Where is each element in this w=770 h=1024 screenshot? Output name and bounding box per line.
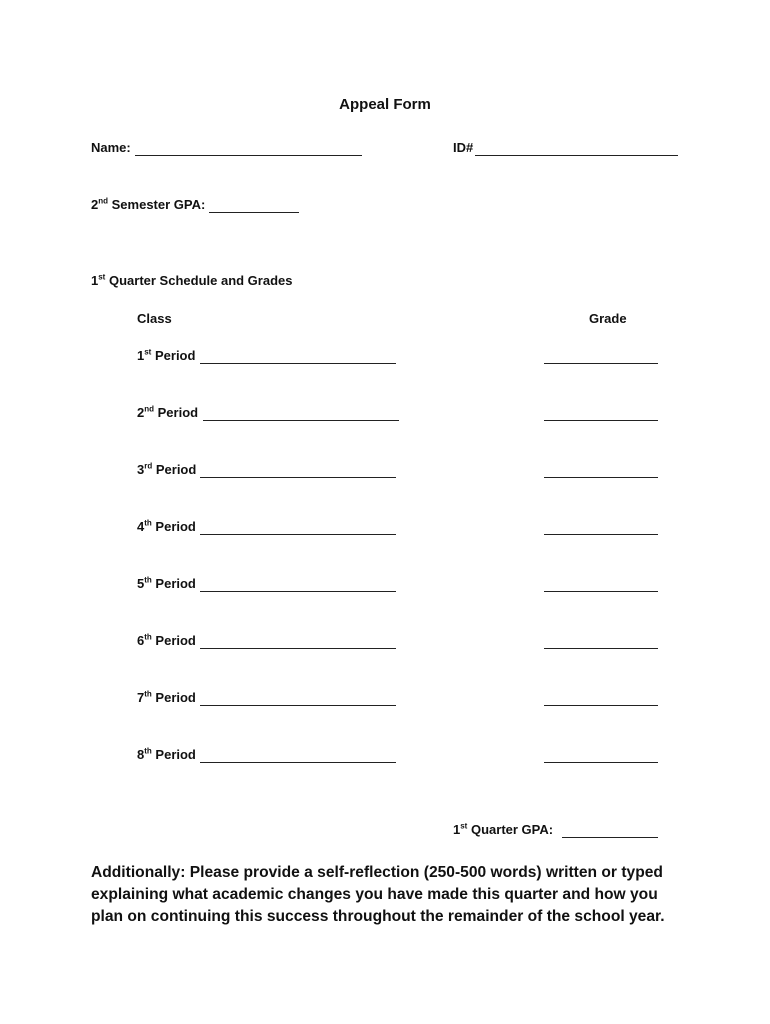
schedule-heading: 1st Quarter Schedule and Grades <box>91 272 293 288</box>
page-title: Appeal Form <box>339 96 431 113</box>
period-label-7: 7th Period <box>137 689 196 705</box>
name-label: Name: <box>91 140 131 155</box>
semester-gpa-field[interactable] <box>209 212 299 213</box>
period-class-field-4[interactable] <box>200 534 396 535</box>
period-class-field-5[interactable] <box>200 591 396 592</box>
period-label-5: 5th Period <box>137 575 196 591</box>
reflection-instructions: Additionally: Please provide a self-reflection (250-500 words) written or typed explaining what academic changes you have made this quarter and how you plan on continuing this success throughout the remainder of the school year. <box>91 864 665 925</box>
id-label: ID# <box>453 140 474 155</box>
id-field[interactable] <box>475 155 678 156</box>
period-grade-field-2[interactable] <box>544 420 658 421</box>
period-grade-field-8[interactable] <box>544 762 658 763</box>
period-grade-field-5[interactable] <box>544 591 658 592</box>
period-label-1: 1st Period <box>137 347 196 363</box>
semester-gpa-label: 2nd Semester GPA: <box>91 196 206 212</box>
period-label-3: 3rd Period <box>137 461 197 477</box>
period-class-field-3[interactable] <box>200 477 396 478</box>
name-field[interactable] <box>135 155 362 156</box>
period-class-field-6[interactable] <box>200 648 396 649</box>
period-label-2: 2nd Period <box>137 404 199 420</box>
period-label-6: 6th Period <box>137 632 196 648</box>
quarter-gpa-field[interactable] <box>562 837 658 838</box>
grade-column-header: Grade <box>589 311 627 326</box>
period-grade-field-4[interactable] <box>544 534 658 535</box>
period-class-field-2[interactable] <box>203 420 399 421</box>
period-grade-field-3[interactable] <box>544 477 658 478</box>
period-label-8: 8th Period <box>137 746 196 762</box>
period-class-field-1[interactable] <box>200 363 396 364</box>
period-label-4: 4th Period <box>137 518 196 534</box>
period-grade-field-6[interactable] <box>544 648 658 649</box>
period-class-field-7[interactable] <box>200 705 396 706</box>
quarter-gpa-label: 1st Quarter GPA: <box>453 821 554 837</box>
class-column-header: Class <box>137 311 172 326</box>
period-grade-field-7[interactable] <box>544 705 658 706</box>
period-grade-field-1[interactable] <box>544 363 658 364</box>
period-class-field-8[interactable] <box>200 762 396 763</box>
